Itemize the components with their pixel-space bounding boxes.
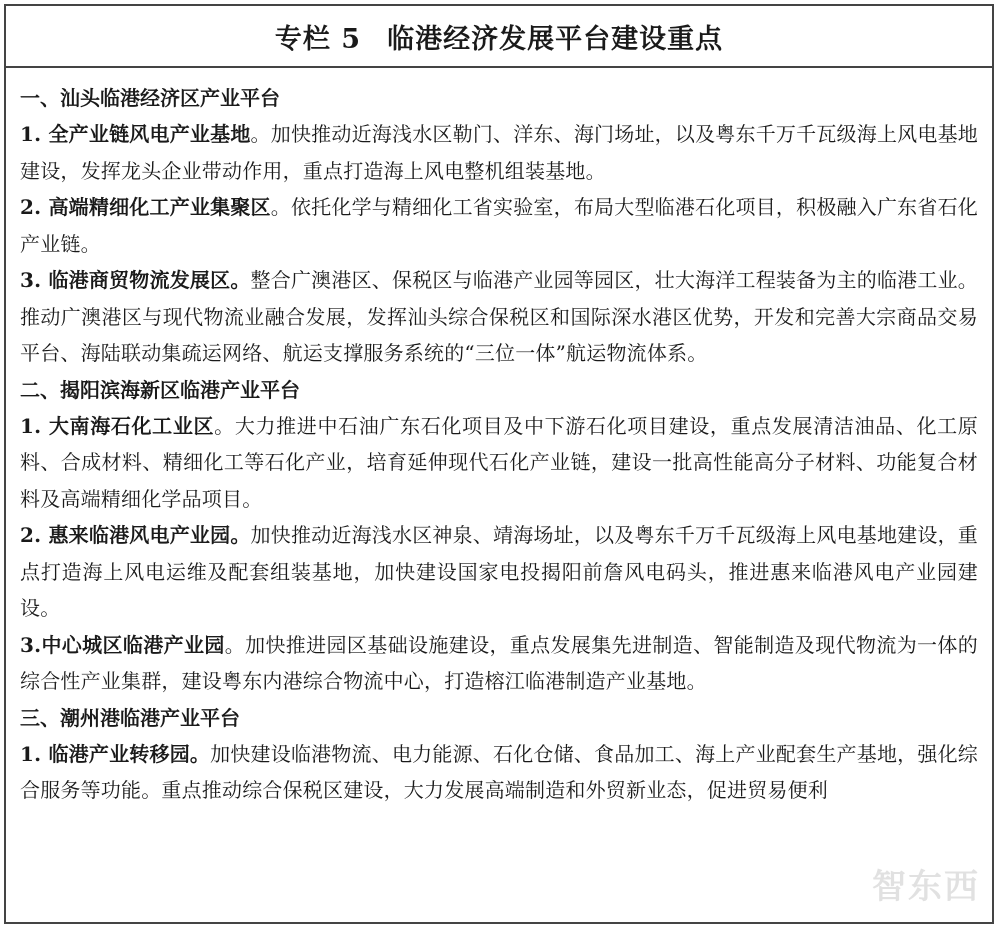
item-title: 1. 大南海石化工业区 [20,413,215,438]
content [6,68,992,809]
list-item [20,517,978,627]
list-item [20,189,978,262]
column-title: 临港经济发展平台建设重点 [387,23,724,55]
section-heading: 三、潮州港临港产业平台 [20,705,240,730]
item-body: 。依托化学与精细化工省实验室，布局大型临港石化项目，积极融入广东省石化产业链。 [20,195,978,256]
page-title [6,6,992,68]
item-title: 1. 临港产业转移园。 [20,741,211,766]
item-title: 2. 高端精细化工产业集聚区 [20,195,271,219]
column-number: 专栏 5 [274,23,362,55]
item-body: 整合广澳港区、保税区与临港产业园等园区，壮大海洋工程装备为主的临港工业。推动广澳港区与现代物流业融合发展，发挥汕头综合保税区和国际深水港区优势，开发和完善大宗商品交易平台、海陆联动集疏运网络、航运支撑服务系统的“三位一体”航运物流体系。 [20,268,978,365]
section-heading: 一、汕头临港经济区产业平台 [20,86,280,110]
watermark: 智东西 [872,867,980,907]
item-body: 。加快推进园区基础设施建设，重点发展集先进制造、智能制造及现代物流为一体的综合性产业集群，建设粤东内港综合物流中心，打造榕江临港制造产业基地。 [20,632,978,693]
item-body: 加快推动近海浅水区神泉、靖海场址，以及粤东千万千瓦级海上风电基地建设，重点打造海上风电运维及配套组装基地，加快建设国家电投揭阳前詹风电码头，推进惠来临港风电产业园建设。 [20,523,978,620]
item-body: 。加快推动近海浅水区勒门、洋东、海门场址，以及粤东千万千瓦级海上风电基地建设，发挥龙头企业带动作用，重点打造海上风电整机组装基地。 [20,122,978,183]
item-title: 1. 全产业链风电产业基地 [20,122,251,146]
item-title: 3. 临港商贸物流发展区。 [20,268,251,292]
list-item [20,627,978,700]
document-box [4,4,994,924]
list-item [20,408,978,518]
list-item [20,736,978,809]
item-body: 加快建设临港物流、电力能源、石化仓储、食品加工、海上产业配套生产基地，强化综合服务等功能。重点推动综合保税区建设，大力发展高端制造和外贸新业态，促进贸易便利 [20,741,978,802]
item-body: 。大力推进中石油广东石化项目及中下游石化项目建设，重点发展清洁油品、化工原料、合成材料、精细化工等石化产业，培育延伸现代石化产业链，建设一批高性能高分子材料、功能复合材料及高端精细化学品项目。 [20,413,978,511]
section-heading: 二、揭阳滨海新区临港产业平台 [20,377,300,402]
item-title: 3.中心城区临港产业园 [20,632,225,657]
item-title: 2. 惠来临港风电产业园。 [20,523,251,547]
list-item [20,116,978,189]
list-item [20,262,978,372]
